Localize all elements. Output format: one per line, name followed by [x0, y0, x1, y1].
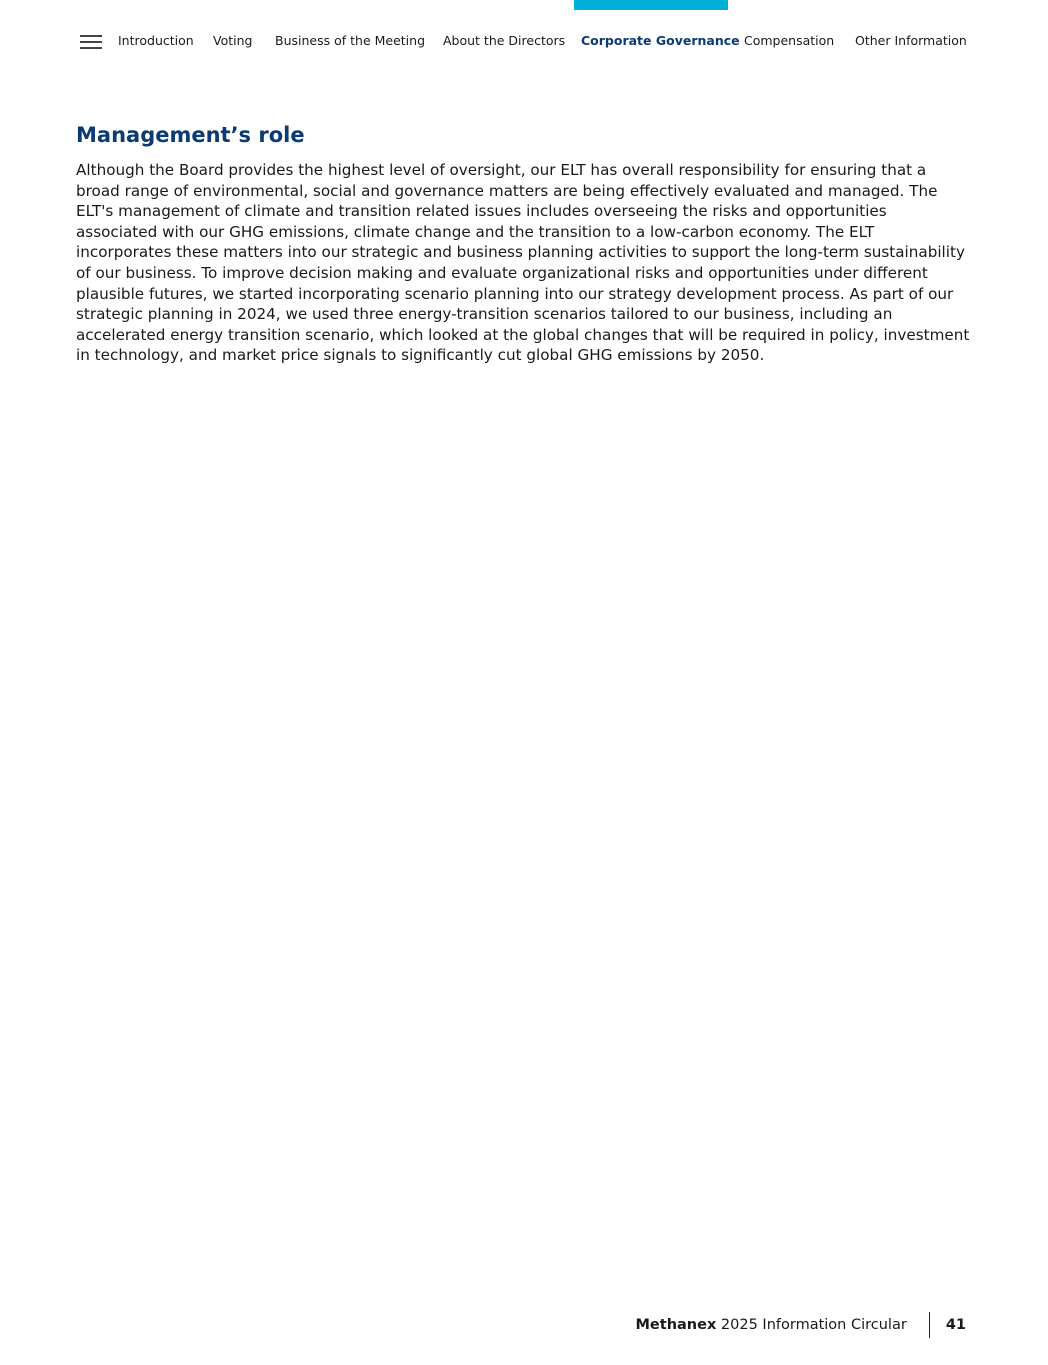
nav-item-introduction[interactable]: Introduction — [118, 33, 194, 48]
section-paragraph: Although the Board provides the highest level of oversight, our ELT has overall responsibility for ensuring that a broad range of environmental, social and governance matters are being effectively evaluated and managed. The ELT's management of climate and transition related issues includes overseeing the risks and opportunities associated with our GHG emissions, climate change and the transition to a low-carbon economy. The ELT incorporates these matters into our strategic and business planning activities to support the long-term sustainability of our business. To improve decision making and evaluate organizational risks and opportunities under different plausible futures, we started incorporating scenario planning into our strategy development process. As part of our strategic planning in 2024, we used three energy-transition scenarios tailored to our business, including an accelerated energy transition scenario, which looked at the global changes that will be required in policy, investment in technology, and market price signals to significantly cut global GHG emissions by 2050. — [76, 161, 970, 365]
footer-brand: Methanex — [635, 1317, 717, 1333]
footer-document-title: 2025 Information Circular — [720, 1317, 907, 1333]
page-number: 41 — [945, 1317, 966, 1333]
nav-item-voting[interactable]: Voting — [213, 33, 253, 48]
nav-item-business-of-the-meeting[interactable]: Business of the Meeting — [275, 33, 425, 48]
nav-item-other-information[interactable]: Other Information — [855, 33, 967, 48]
nav-item-about-the-directors[interactable]: About the Directors — [443, 33, 566, 48]
footer-divider — [929, 1312, 930, 1338]
top-navigation — [0, 31, 1048, 53]
section-heading: Management’s role — [76, 123, 305, 147]
nav-item-compensation[interactable]: Compensation — [744, 33, 835, 48]
active-tab-indicator — [574, 0, 728, 10]
nav-item-corporate-governance[interactable]: Corporate Governance — [581, 33, 740, 48]
page-footer — [636, 1314, 967, 1336]
hamburger-menu-icon[interactable] — [80, 35, 102, 49]
